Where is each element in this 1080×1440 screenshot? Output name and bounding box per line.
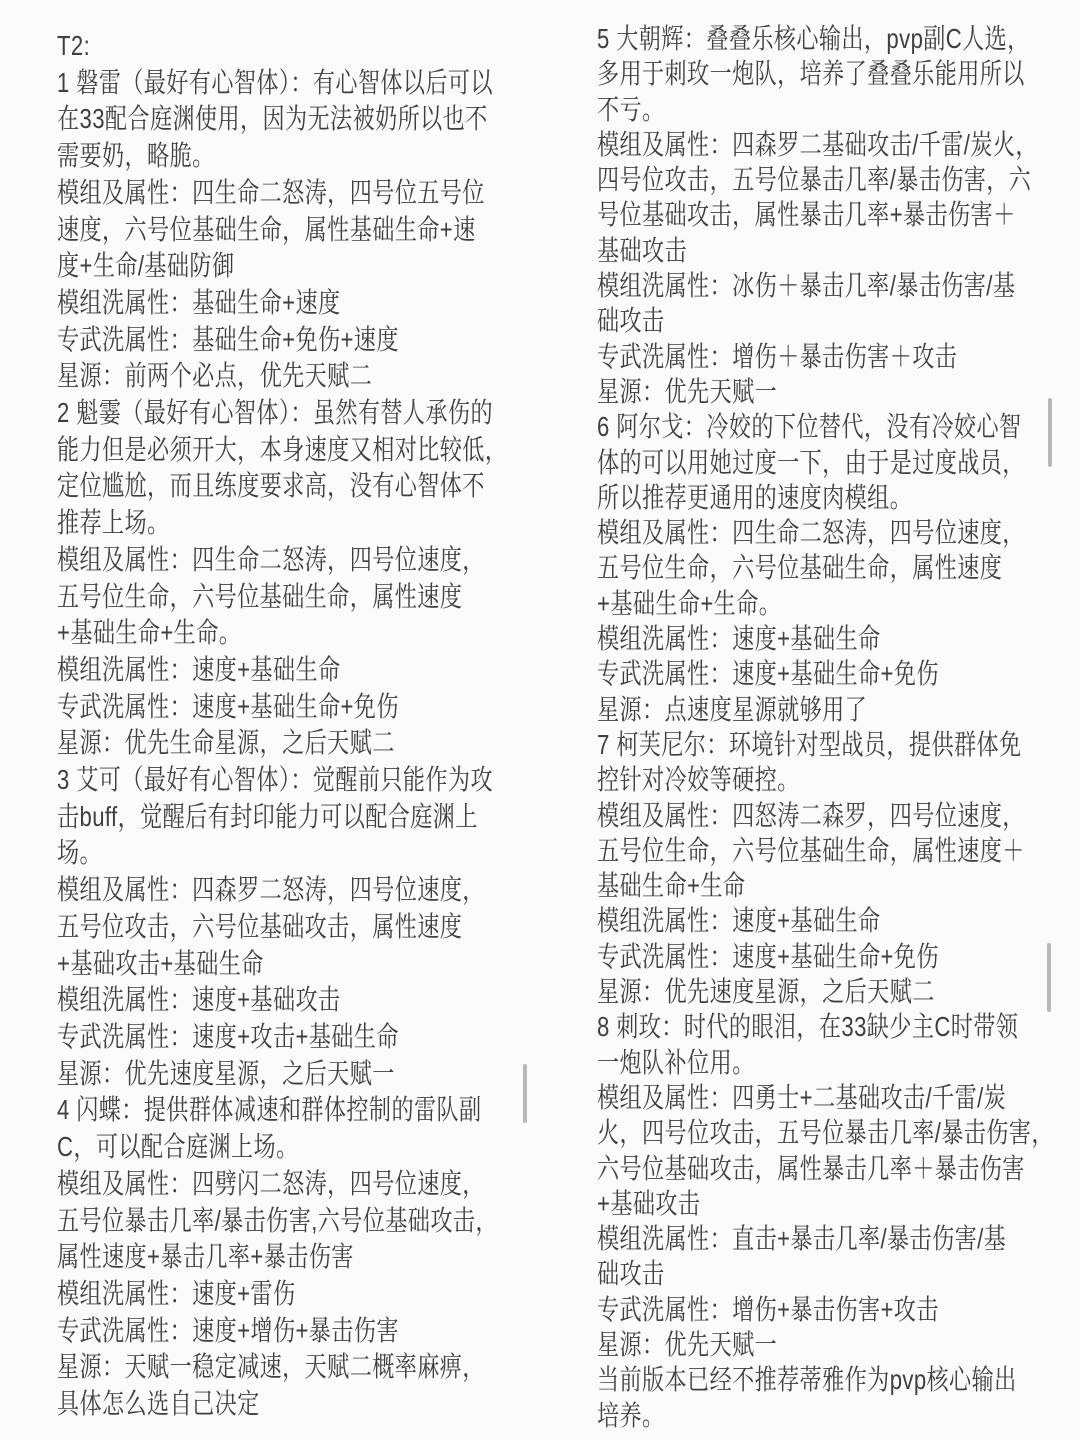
text-line: 定位尴尬，而且练度要求高，没有心智体不 [57,470,485,502]
text-line: 基础生命+生命 [597,870,746,902]
text-line: 所以推荐更通用的速度肉模组。 [597,481,913,513]
text-line: 模组洗属性：速度+基础生命 [57,653,341,685]
text-line: 星源：优先天赋一 [597,1328,778,1360]
text-line: 体的可以用她过度一下，由于是过度战员， [597,446,1025,478]
text-line: 专武洗属性：速度+基础生命+免伤 [597,940,939,972]
text-line: 五号位暴击几率/暴击伤害,六号位基础攻击， [57,1204,498,1236]
text-line: 模组及属性：四勇士+二基础攻击/千雷/炭 [597,1081,1007,1113]
text-line: 模组及属性：四生命二怒涛，四号位速度， [57,543,485,575]
text-line: 专武洗属性：速度+增伤+暴击伤害 [57,1314,399,1346]
text-line: 控针对冷姣等硬控。 [597,764,800,796]
text-line: 在33配合庭渊使用，因为无法被奶所以也不 [57,103,488,135]
text-line: 多用于刺玫一炮队，培养了叠叠乐能用所以 [597,58,1025,90]
text-line: 3 艾可（最好有心智体）：觉醒前只能作为攻 [57,764,493,796]
text-line: 五号位生命，六号位基础生命，属性速度 [57,580,463,612]
text-line: 础攻击 [597,1258,665,1290]
text-line: 专武洗属性：增伤＋暴击伤害＋攻击 [597,340,958,372]
text-line: 模组洗属性：速度+基础生命 [597,905,881,937]
text-line: 具体怎么选自己决定 [57,1388,260,1420]
text-line: 模组洗属性：基础生命+速度 [57,286,341,318]
text-line: 推荐上场。 [57,507,170,539]
text-line: 星源：优先天赋一 [597,375,778,407]
text-line: 专武洗属性：基础生命+免伤+速度 [57,323,399,355]
text-line: +基础生命+生命。 [57,617,242,649]
text-line: 模组洗属性：直击+暴击几率/暴击伤害/基 [597,1223,1007,1255]
text-line: 模组及属性：四生命二怒涛，四号位速度， [597,517,1025,549]
text-line: 础攻击 [597,305,665,337]
text-line: 星源：天赋一稳定减速，天赋二概率麻痹， [57,1351,485,1383]
text-line: 五号位生命，六号位基础生命，属性速度＋ [597,834,1025,866]
text-line: 模组及属性：四森罗二基础攻击/千雷/炭火， [597,128,1038,160]
right-text-column [597,21,1054,1433]
text-line: 度+生命/基础防御 [57,250,235,282]
text-line: 模组洗属性：冰伤＋暴击几率/暴击伤害/基 [597,270,1016,302]
left-text-column [57,28,508,1423]
text-line: 速度，六号位基础生命，属性基础生命+速 [57,213,476,245]
text-line: 能力但是必须开大，本身速度又相对比较低， [57,433,508,465]
text-line: 2 魁霎（最好有心智体）：虽然有替人承伤的 [57,397,493,429]
text-line: 五号位攻击，六号位基础攻击，属性速度 [57,910,463,942]
text-line: 7 柯芙尼尔：环境针对型战员，提供群体免 [597,728,1022,760]
text-line: 五号位生命，六号位基础生命，属性速度 [597,552,1003,584]
text-line: T2: [57,30,91,61]
text-line: C，可以配合庭渊上场。 [57,1131,299,1163]
text-line: 专武洗属性：速度+基础生命+免伤 [597,658,939,690]
text-line: 号位基础攻击，属性暴击几率+暴击伤害＋ [597,199,1016,231]
text-line: 模组洗属性：速度+基础攻击 [57,984,341,1016]
text-line: 模组洗属性：速度+雷伤 [57,1277,296,1309]
text-line: 击buff，觉醒后有封印能力可以配合庭渊上 [57,800,478,832]
text-line: +基础生命+生命。 [597,587,782,619]
text-line: 一炮队补位用。 [597,1046,755,1078]
text-line: 星源：点速度星源就够用了 [597,693,868,725]
text-line: 星源：优先生命星源，之后天赋二 [57,727,395,759]
text-line: 6 阿尔戈：冷姣的下位替代，没有冷姣心智 [597,411,1022,443]
text-line: 模组及属性：四怒涛二森罗，四号位速度， [597,799,1025,831]
text-line: +基础攻击+基础生命 [57,947,264,979]
scrollbar-thumb-middle[interactable] [523,1064,527,1123]
scrollbar-thumb-right-upper[interactable] [1048,398,1052,467]
text-line: 5 大朝辉：叠叠乐核心输出，pvp副C人选， [597,23,1030,54]
text-line: 六号位基础攻击，属性暴击几率＋暴击伤害 [597,1152,1025,1184]
text-line: 模组及属性：四生命二怒涛，四号位五号位 [57,176,485,208]
text-line: 4 闪蝶：提供群体减速和群体控制的雷队副 [57,1094,482,1126]
text-line: 火，四号位攻击，五号位暴击几率/暴击伤害， [597,1117,1054,1149]
text-line: 专武洗属性：增伤+暴击伤害+攻击 [597,1293,939,1325]
text-line: 专武洗属性：速度+基础生命+免伤 [57,690,399,722]
text-line: 不亏。 [597,93,665,125]
text-line: 模组及属性：四劈闪二怒涛，四号位速度， [57,1167,485,1199]
text-line: 星源：前两个必点，优先天赋二 [57,360,373,392]
text-line: 基础攻击 [597,234,688,266]
text-line: +基础攻击 [597,1187,701,1219]
text-line: 星源：优先速度星源，之后天赋一 [57,1057,395,1089]
text-line: 1 磐雷（最好有心智体）：有心智体以后可以 [57,66,493,98]
text-line: 培养。 [597,1399,665,1431]
text-line: 模组及属性：四森罗二怒涛，四号位速度， [57,874,485,906]
text-line: 模组洗属性：速度+基础生命 [597,623,881,655]
text-line: 专武洗属性：速度+攻击+基础生命 [57,1020,399,1052]
text-line: 8 刺玫：时代的眼泪，在33缺少主C时带领 [597,1011,1019,1043]
text-line: 当前版本已经不推荐蒂雅作为pvp核心输出 [597,1364,1017,1396]
text-line: 场。 [57,837,103,869]
text-line: 四号位攻击，五号位暴击几率/暴击伤害，六 [597,164,1032,196]
scrollbar-thumb-right-lower[interactable] [1047,943,1051,1012]
text-line: 需要奶，略脆。 [57,140,215,172]
text-line: 星源：优先速度星源，之后天赋二 [597,976,935,1008]
text-line: 属性速度+暴击几率+暴击伤害 [57,1241,354,1273]
